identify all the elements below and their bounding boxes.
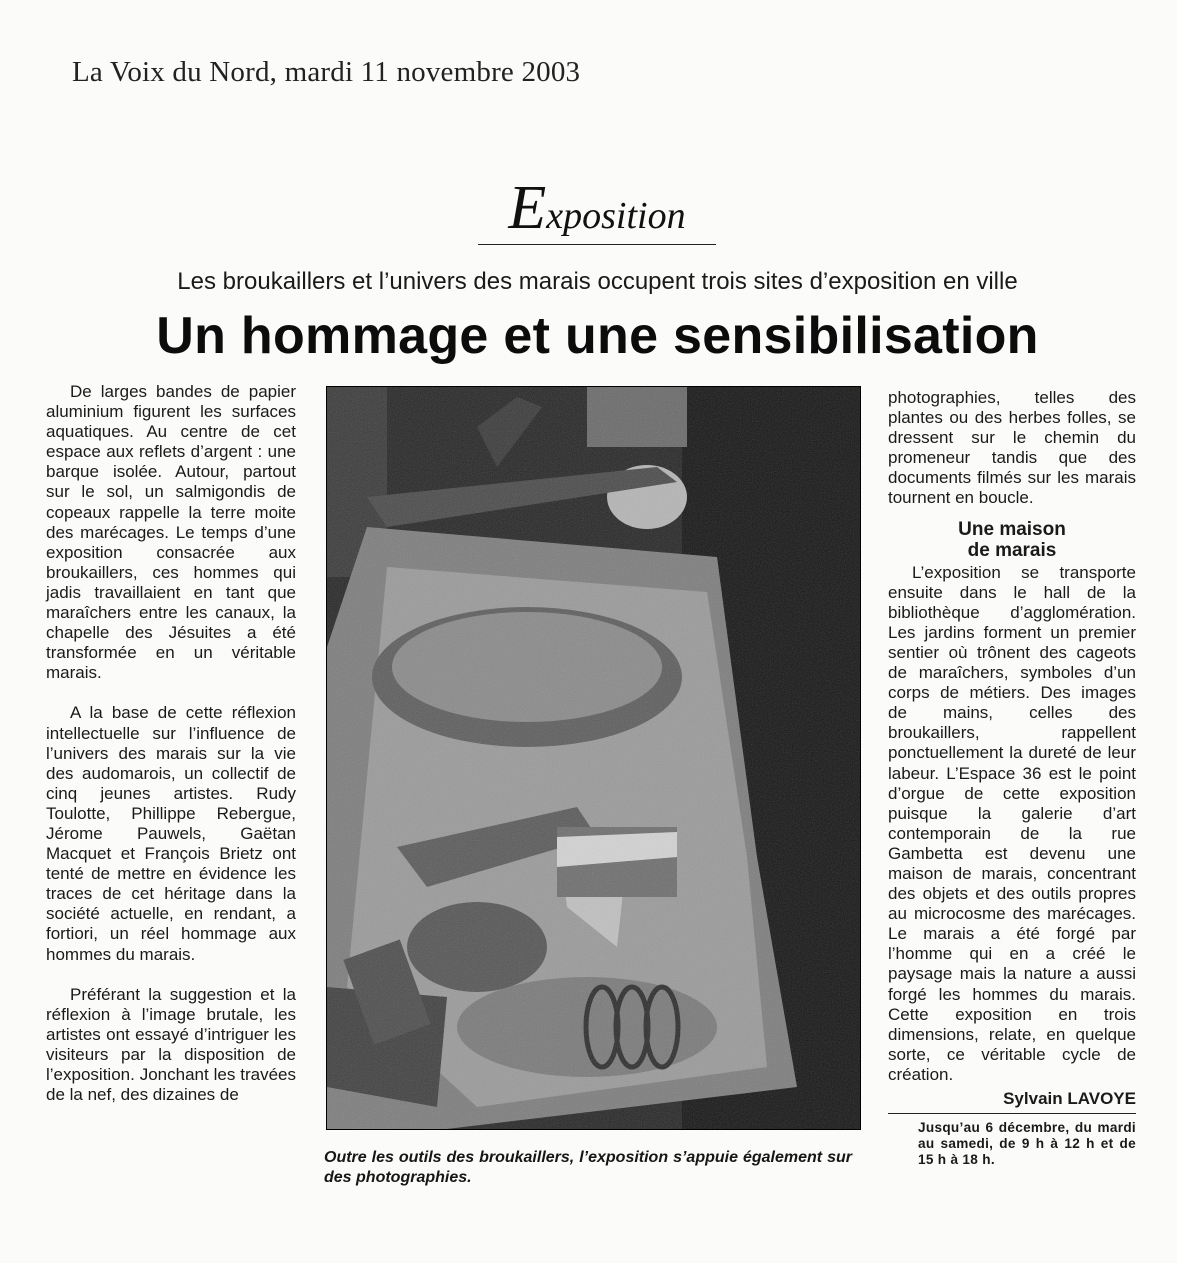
rubric-rest: xposition [546,195,686,237]
rubric-initial: E [508,174,547,242]
paragraph-4: L’exposition se transporte ensuite dans le hall de la bibliothèque d’agglomération. Les jardins forment un premier sentier où trônent des cageots de maraîchers, symboles d’un corps de métiers. Des images de mains, celles des broukaillers, rappellent ponctuellement la dureté de leur labeur. L’Espace 36 est le point d’orgue de cette exposition puisque la galerie d’art contemporain de la rue Gambetta est devenu une maison de marais, concentrant des objets et des outils propres au microcosme des marécages. Le marais a été forgé par l’homme qui en a créé le paysage mais la nature a aussi forgé les hommes du marais. Cette exposition en trois dimensions, relate, en quelque sorte, ce véritable cycle de création. [888,562,1136,1084]
intertitle-line-1: Une maison [958,518,1066,540]
continuation-paragraph: photographies, telles des plantes ou des herbes folles, se dressent sur le chemin du promeneur tandis que des documents filmés sur les marais tournent en boucle. [888,388,1136,508]
section-rubric [478,172,716,245]
author-signature: Sylvain LAVOYE [888,1089,1136,1114]
paragraph-1: De larges bandes de papier aluminium figurent les surfaces aquatiques. Au centre de cet espace aux reflets d’argent : une barque isolée. Autour, partout sur le sol, un salmigondis de copeaux rappelle la terre moite des marécages. Le temps d’une exposition consacrée aux broukaillers, ces hommes qui jadis travaillaient en tant que maraîchers entre les canaux, la chapelle des Jésuites a été transformée en un véritable marais. [46,382,296,683]
exhibition-dates: Jusqu’au 6 décembre, du mardi au samedi, de 9 h à 12 h et de 15 h à 18 h. [918,1120,1136,1168]
article-column-1 [46,382,296,1105]
masthead: La Voix du Nord, mardi 11 novembre 2003 [72,56,581,88]
photo-illustration [327,387,860,1129]
article-photo [326,386,861,1130]
intertitle [888,519,1136,561]
headline: Un hommage et une sensibilisation [156,307,1039,365]
kicker: Les broukaillers et l’univers des marais occupent trois sites d’exposition en ville [177,268,1018,295]
photo-caption: Outre les outils des broukaillers, l’exposition s’appuie également sur des photographies. [324,1149,852,1186]
paragraph-3: Préférant la suggestion et la réflexion à l’image brutale, les artistes ont essayé d’intriguer les visiteurs par la disposition de l’exposition. Jonchant les travées de la nef, des dizaines de [46,984,296,1105]
intertitle-line-2: de marais [967,539,1057,561]
article-column-3 [888,388,1136,1168]
paragraph-2: A la base de cette réflexion intellectuelle sur l’influence de l’univers des marais sur la vie des audomarois, un collectif de cinq jeunes artistes. Rudy Toulotte, Phillippe Rebergue, Jérome Pauwels, Gaëtan Macquet et François Brietz ont tenté de mettre en évidence les traces de cet héritage dans la société actuelle, en rendant, a fortiori, un réel hommage aux hommes du marais. [46,703,296,964]
